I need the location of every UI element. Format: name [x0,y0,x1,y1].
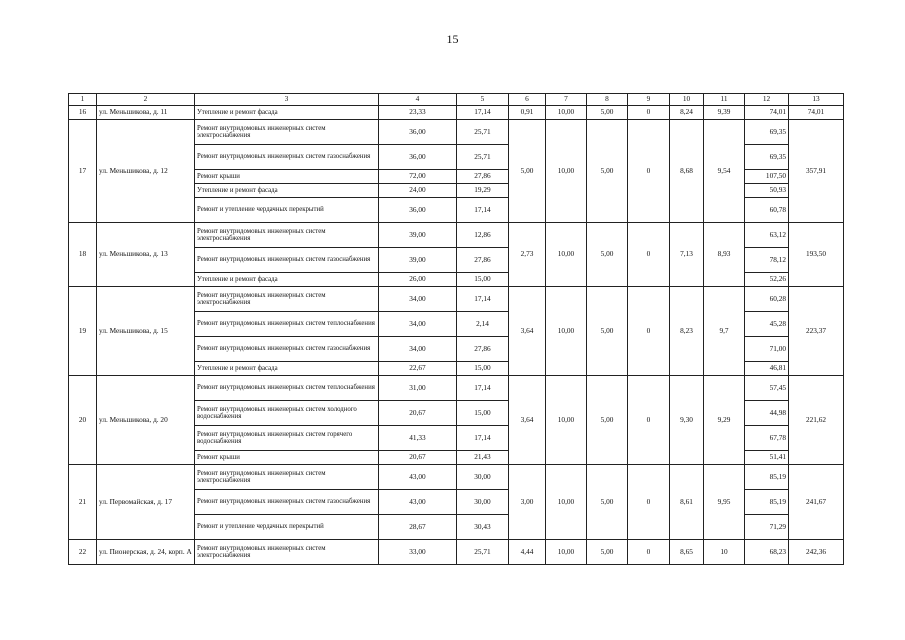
row-number-cell: 21 [69,465,97,540]
value-cell: 15,00 [457,273,509,287]
work-type-cell: Ремонт внутридомовых инженерных систем холодного водоснабжения [195,401,379,426]
work-type-cell: Ремонт внутридомовых инженерных систем газоснабжения [195,248,379,273]
address-cell: ул. Меньшикова, д. 13 [97,223,195,287]
value-cell: 5,00 [509,120,546,223]
value-cell: 20,67 [379,451,457,465]
total-cell: 221,62 [789,376,844,465]
value-cell: 0 [628,106,670,120]
value-cell: 10,00 [546,540,587,565]
value-cell: 0 [628,540,670,565]
value-cell: 10 [704,540,745,565]
address-cell: ул. Меньшикова, д. 20 [97,376,195,465]
cost-cell: 69,35 [745,120,789,145]
value-cell: 36,00 [379,145,457,170]
value-cell: 5,00 [587,120,628,223]
value-cell: 0 [628,223,670,287]
cost-cell: 60,28 [745,287,789,312]
row-number-cell: 19 [69,287,97,376]
value-cell: 8,65 [670,540,704,565]
value-cell: 17,14 [457,198,509,223]
value-cell: 3,64 [509,376,546,465]
value-cell: 9,29 [704,376,745,465]
work-type-cell: Ремонт внутридомовых инженерных систем электроснабжения [195,287,379,312]
value-cell: 21,43 [457,451,509,465]
value-cell: 25,71 [457,540,509,565]
value-cell: 22,67 [379,362,457,376]
cost-cell: 107,50 [745,170,789,184]
value-cell: 34,00 [379,287,457,312]
cost-cell: 50,93 [745,184,789,198]
value-cell: 20,67 [379,401,457,426]
value-cell: 5,00 [587,287,628,376]
work-type-cell: Ремонт внутридомовых инженерных систем электроснабжения [195,120,379,145]
cost-cell: 71,00 [745,337,789,362]
value-cell: 5,00 [587,106,628,120]
value-cell: 30,00 [457,465,509,490]
value-cell: 8,23 [670,287,704,376]
cost-cell: 85,19 [745,490,789,515]
cost-cell: 68,23 [745,540,789,565]
address-cell: ул. Меньшикова, д. 11 [97,106,195,120]
work-type-cell: Ремонт и утепление чердачных перекрытий [195,198,379,223]
total-cell: 223,37 [789,287,844,376]
value-cell: 19,29 [457,184,509,198]
value-cell: 24,00 [379,184,457,198]
work-type-cell: Ремонт внутридомовых инженерных систем электроснабжения [195,540,379,565]
value-cell: 17,14 [457,287,509,312]
row-number-cell: 22 [69,540,97,565]
value-cell: 2,73 [509,223,546,287]
value-cell: 9,39 [704,106,745,120]
work-type-cell: Утепление и ремонт фасада [195,362,379,376]
total-cell: 242,36 [789,540,844,565]
work-type-cell: Ремонт внутридомовых инженерных систем газоснабжения [195,490,379,515]
column-number-row [69,94,844,106]
cost-cell: 46,81 [745,362,789,376]
column-header: 2 [97,94,195,106]
value-cell: 39,00 [379,248,457,273]
work-type-cell: Ремонт крыши [195,170,379,184]
column-header: 4 [379,94,457,106]
row-number-cell: 16 [69,106,97,120]
page-number: 15 [446,32,459,46]
cost-cell: 52,26 [745,273,789,287]
work-type-cell: Ремонт внутридомовых инженерных систем горячего водоснабжения [195,426,379,451]
value-cell: 9,54 [704,120,745,223]
value-cell: 0 [628,376,670,465]
cost-cell: 44,98 [745,401,789,426]
value-cell: 15,00 [457,362,509,376]
work-type-cell: Ремонт крыши [195,451,379,465]
total-cell: 357,91 [789,120,844,223]
value-cell: 8,68 [670,120,704,223]
value-cell: 12,86 [457,223,509,248]
value-cell: 2,14 [457,312,509,337]
total-cell: 193,50 [789,223,844,287]
value-cell: 27,86 [457,337,509,362]
value-cell: 4,44 [509,540,546,565]
repair-cost-table [68,93,844,565]
table-row [69,223,844,248]
row-number-cell: 17 [69,120,97,223]
value-cell: 31,00 [379,376,457,401]
value-cell: 5,00 [587,223,628,287]
value-cell: 25,71 [457,145,509,170]
value-cell: 10,00 [546,120,587,223]
cost-cell: 63,12 [745,223,789,248]
value-cell: 5,00 [587,465,628,540]
column-header: 12 [745,94,789,106]
value-cell: 10,00 [546,465,587,540]
address-cell: ул. Меньшикова, д. 15 [97,287,195,376]
value-cell: 36,00 [379,198,457,223]
value-cell: 30,00 [457,490,509,515]
column-header: 7 [546,94,587,106]
cost-cell: 74,01 [745,106,789,120]
value-cell: 30,43 [457,515,509,540]
value-cell: 39,00 [379,223,457,248]
table-row [69,120,844,145]
column-header: 13 [789,94,844,106]
value-cell: 9,7 [704,287,745,376]
cost-cell: 51,41 [745,451,789,465]
value-cell: 9,30 [670,376,704,465]
work-type-cell: Ремонт внутридомовых инженерных систем газоснабжения [195,145,379,170]
value-cell: 72,00 [379,170,457,184]
value-cell: 27,86 [457,170,509,184]
cost-cell: 69,35 [745,145,789,170]
column-header: 1 [69,94,97,106]
value-cell: 3,00 [509,465,546,540]
work-type-cell: Утепление и ремонт фасада [195,106,379,120]
value-cell: 10,00 [546,106,587,120]
value-cell: 9,95 [704,465,745,540]
value-cell: 15,00 [457,401,509,426]
value-cell: 36,00 [379,120,457,145]
table-row [69,106,844,120]
work-type-cell: Ремонт внутридомовых инженерных систем газоснабжения [195,337,379,362]
value-cell: 43,00 [379,490,457,515]
value-cell: 7,13 [670,223,704,287]
work-type-cell: Ремонт внутридомовых инженерных систем электроснабжения [195,223,379,248]
column-header: 9 [628,94,670,106]
cost-cell: 57,45 [745,376,789,401]
value-cell: 27,86 [457,248,509,273]
value-cell: 10,00 [546,287,587,376]
cost-cell: 85,19 [745,465,789,490]
work-type-cell: Ремонт внутридомовых инженерных систем теплоснабжения [195,376,379,401]
work-type-cell: Утепление и ремонт фасада [195,273,379,287]
address-cell: ул. Пионерская, д. 24, корп. А [97,540,195,565]
work-type-cell: Утепление и ремонт фасада [195,184,379,198]
total-cell: 241,67 [789,465,844,540]
table-row [69,287,844,312]
column-header: 5 [457,94,509,106]
cost-cell: 71,29 [745,515,789,540]
table-row [69,465,844,490]
value-cell: 25,71 [457,120,509,145]
work-type-cell: Ремонт и утепление чердачных перекрытий [195,515,379,540]
value-cell: 5,00 [587,540,628,565]
value-cell: 26,00 [379,273,457,287]
value-cell: 17,14 [457,376,509,401]
value-cell: 41,33 [379,426,457,451]
value-cell: 10,00 [546,223,587,287]
row-number-cell: 18 [69,223,97,287]
value-cell: 34,00 [379,312,457,337]
value-cell: 33,00 [379,540,457,565]
row-number-cell: 20 [69,376,97,465]
work-type-cell: Ремонт внутридомовых инженерных систем электроснабжения [195,465,379,490]
value-cell: 17,14 [457,106,509,120]
column-header: 6 [509,94,546,106]
cost-cell: 67,78 [745,426,789,451]
value-cell: 43,00 [379,465,457,490]
column-header: 10 [670,94,704,106]
address-cell: ул. Меньшикова, д. 12 [97,120,195,223]
cost-cell: 78,12 [745,248,789,273]
value-cell: 5,00 [587,376,628,465]
value-cell: 0 [628,287,670,376]
value-cell: 34,00 [379,337,457,362]
value-cell: 17,14 [457,426,509,451]
value-cell: 28,67 [379,515,457,540]
value-cell: 8,24 [670,106,704,120]
total-cell: 74,01 [789,106,844,120]
cost-cell: 45,28 [745,312,789,337]
work-type-cell: Ремонт внутридомовых инженерных систем теплоснабжения [195,312,379,337]
value-cell: 8,61 [670,465,704,540]
table-row [69,376,844,401]
value-cell: 10,00 [546,376,587,465]
value-cell: 0,91 [509,106,546,120]
column-header: 11 [704,94,745,106]
column-header: 8 [587,94,628,106]
table-row [69,540,844,565]
value-cell: 8,93 [704,223,745,287]
value-cell: 23,33 [379,106,457,120]
column-header: 3 [195,94,379,106]
value-cell: 3,64 [509,287,546,376]
value-cell: 0 [628,120,670,223]
cost-cell: 60,78 [745,198,789,223]
value-cell: 0 [628,465,670,540]
address-cell: ул. Первомайская, д. 17 [97,465,195,540]
